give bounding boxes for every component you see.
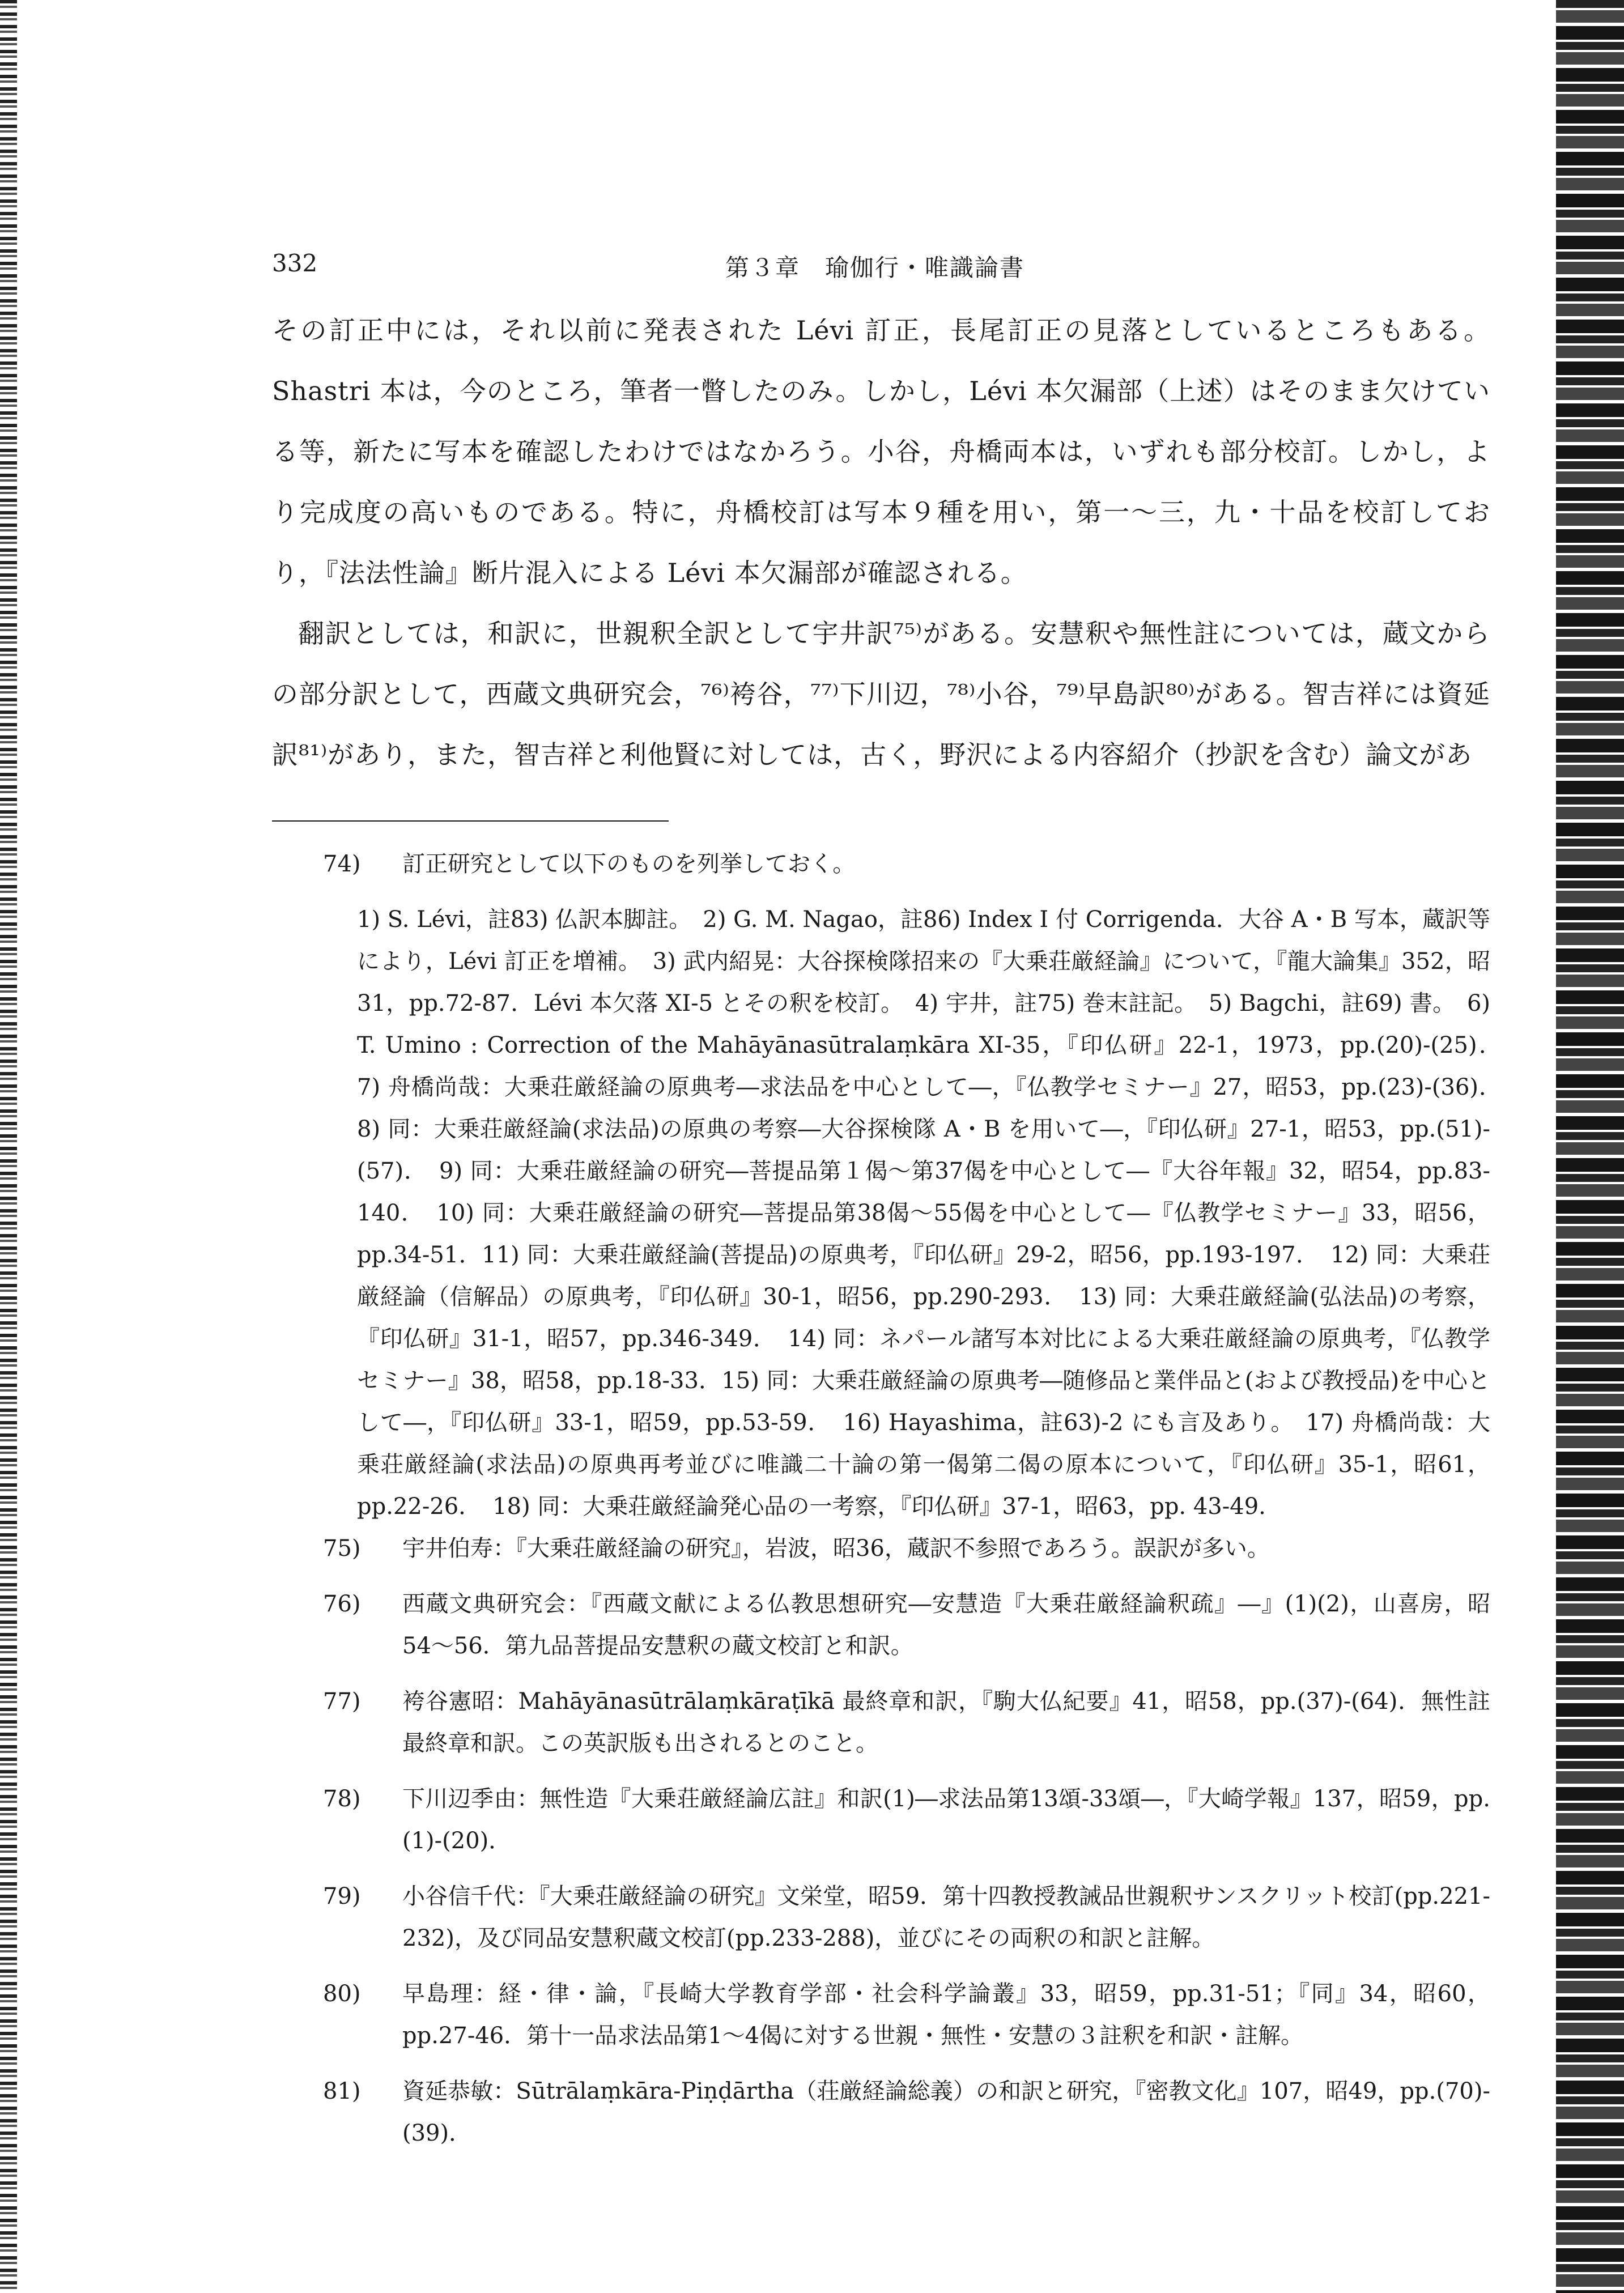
scan-edge-left bbox=[0, 0, 17, 2293]
footnote-text: 袴谷憲昭：Mahāyānasūtrālaṃkāraṭīkā 最終章和訳，『駒大仏紀要』41，昭58，pp.(37)-(64)．無性註最終章和訳。この英訳版も出されるとのこと。 bbox=[402, 1688, 1490, 1756]
footnote-rule bbox=[272, 820, 669, 822]
footnote-80 bbox=[272, 1973, 1490, 2057]
footnote-number: 74) bbox=[323, 851, 361, 877]
footnote-79 bbox=[272, 1875, 1490, 1959]
body-paragraph-2: 翻訳としては，和訳に，世親釈全訳として宇井訳⁷⁵⁾がある。安慧釈や無性註については，蔵文からの部分訳として，西蔵文典研究会，⁷⁶⁾袴谷，⁷⁷⁾下川辺，⁷⁸⁾小谷，⁷⁹⁾早島訳⁸⁰⁾がある。智吉祥には資延訳⁸¹⁾があり，また，智吉祥と利他賢に対しては，古く，野沢による内容紹介（抄訳を含む）論文があ bbox=[272, 618, 1490, 770]
footnote-number: 80) bbox=[323, 1981, 361, 2007]
footnote-text: 下川辺季由：無性造『大乗荘厳経論広註』和訳(1)―求法品第13頌-33頌―，『大崎学報』137，昭59，pp.(1)-(20)． bbox=[402, 1786, 1490, 1854]
footnote-text: 資延恭敏：Sūtrālaṃkāra-Piṇḍārtha（荘厳経論総義）の和訳と研究，『密教文化』107，昭49，pp.(70)-(39)． bbox=[402, 2078, 1490, 2146]
footnote-number: 81) bbox=[323, 2078, 361, 2104]
footnote-sublist: 1) S. Lévi，註83) 仏訳本脚註。 2) G. M. Nagao，註86) Index I 付 Corrigenda．大谷 A・B 写本，蔵訳等により，Lévi 訂正を増補。 3) 武内紹晃：大谷探検隊招来の『大乗荘厳経論』について，『龍大論集』352，昭31，pp.72-87．Lévi 本欠落 XI-5 とその釈を校訂。 4) 宇井，註75) 巻末註記。 5) Bagchi，註69) 書。 6) T. Umino : Correction of the Mahāyānasūtralaṃkāra XI-35，『印仏研』22-1，1973，pp.(20)-(25)． 7) 舟橋尚哉：大乗荘厳経論の原典考―求法品を中心として―，『仏教学セミナー』27，昭53，pp.(23)-(36)． 8) 同：大乗荘厳経論(求法品)の原典の考察―大谷探検隊 A・B を用いて―，『印仏研』27-1，昭53，pp.(51)-(57)． 9) 同：大乗荘厳経論の研究―菩提品第１偈〜第37偈を中心として―『大谷年報』32，昭54，pp.83-140． 10) 同：大乗荘厳経論の研究―菩提品第38偈〜55偈を中心として―『仏教学セミナー』33，昭56，pp.34-51．11) 同：大乗荘厳経論(菩提品)の原典考，『印仏研』29-2，昭56，pp.193-197． 12) 同：大乗荘厳経論（信解品）の原典考，『印仏研』30-1，昭56，pp.290-293． 13) 同：大乗荘厳経論(弘法品)の考察，『印仏研』31-1，昭57，pp.346-349． 14) 同：ネパール諸写本対比による大乗荘厳経論の原典考，『仏教学セミナー』38，昭58，pp.18-33．15) 同：大乗荘厳経論の原典考―随修品と業伴品と(および教授品)を中心として―，『印仏研』33-1，昭59，pp.53-59． 16) Hayashima，註63)-2 にも言及あり。 17) 舟橋尚哉：大乗荘厳経論(求法品)の原典再考並びに唯識二十論の第一偈第二偈の原本について，『印仏研』35-1，昭61，pp.22-26． 18) 同：大乗荘厳経論発心品の一考察，『印仏研』37-1，昭63，pp. 43-49. bbox=[357, 907, 1513, 1520]
footnote-number: 79) bbox=[323, 1883, 361, 1909]
footnote-text: 宇井伯寿：『大乗荘厳経論の研究』，岩波，昭36，蔵訳不参照であろう。誤訳が多い。 bbox=[402, 1535, 1270, 1562]
footnote-text: 西蔵文典研究会：『西蔵文献による仏教思想研究―安慧造『大乗荘厳経論釈疏』―』(1)(2)，山喜房，昭54〜56．第九品菩提品安慧釈の蔵文校訂と和訳。 bbox=[402, 1591, 1490, 1659]
body-paragraph-1: その訂正中には，それ以前に発表された Lévi 訂正，長尾訂正の見落としているところもある。Shastri 本は，今のところ，筆者一瞥したのみ。しかし，Lévi 本欠漏部（上述）はそのまま欠けている等，新たに写本を確認したわけではなかろう。小谷，舟橋両本は，いずれも部分校訂。しかし，より完成度の高いものである。特に，舟橋校訂は写本９種を用い，第一〜三，九・十品を校訂しており，『法法性論』断片混入による Lévi 本欠漏部が確認される。 bbox=[272, 315, 1490, 588]
book-page bbox=[272, 249, 1513, 2168]
footnote-text: 早島理：経・律・論，『長崎大学教育学部・社会科学論叢』33，昭59，pp.31-51；『同』34，昭60，pp.27-46．第十一品求法品第1〜4偈に対する世親・無性・安慧の３註釈を和訳・註解。 bbox=[402, 1981, 1490, 2049]
footnote-number: 78) bbox=[323, 1786, 361, 1812]
footnote-75 bbox=[272, 1528, 1490, 1569]
footnote-text: 訂正研究として以下のものを列挙しておく。 bbox=[402, 851, 856, 877]
footnote-number: 76) bbox=[323, 1591, 361, 1617]
footnote-77 bbox=[272, 1681, 1490, 1764]
footnote-number: 75) bbox=[323, 1535, 361, 1562]
body-text bbox=[272, 300, 1490, 785]
footnote-81 bbox=[272, 2070, 1490, 2154]
scan-edge-right bbox=[1556, 0, 1624, 2293]
footnote-76 bbox=[272, 1583, 1490, 1667]
footnotes bbox=[272, 843, 1513, 2154]
page-header bbox=[272, 249, 1490, 289]
footnote-number: 77) bbox=[323, 1688, 361, 1715]
running-head: 第３章 瑜伽行・唯識論書 bbox=[725, 254, 1025, 282]
footnote-78 bbox=[272, 1778, 1490, 1862]
page-number: 332 bbox=[272, 249, 318, 277]
footnote-text: 小谷信千代：『大乗荘厳経論の研究』文栄堂，昭59．第十四教授教誡品世親釈サンスクリット校訂(pp.221-232)，及び同品安慧釈蔵文校訂(pp.233-288)，並びにその両釈の和訳と註解。 bbox=[402, 1883, 1490, 1951]
footnote-74 bbox=[272, 843, 1513, 1528]
